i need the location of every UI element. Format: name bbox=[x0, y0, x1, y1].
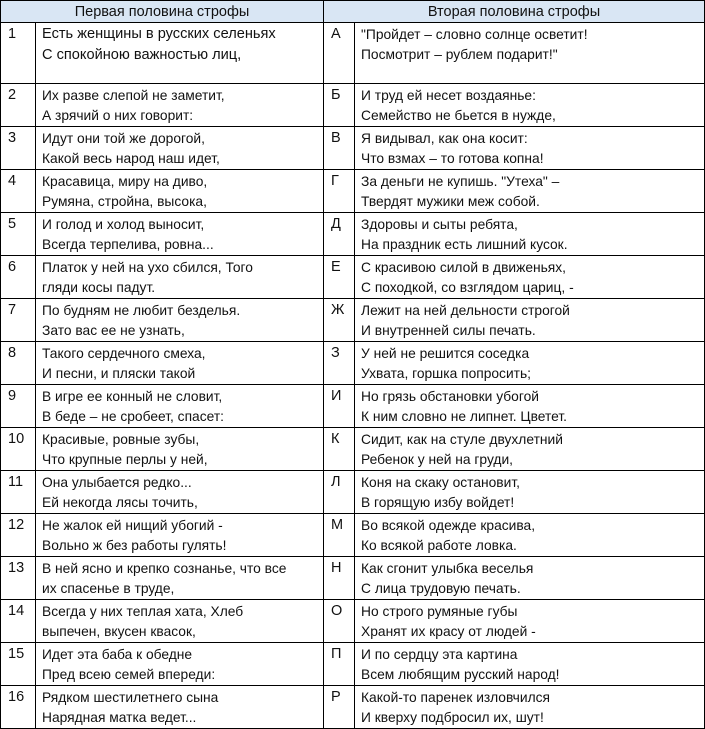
second-half-text: Коня на скаку остановит, В горящую избу войдет! bbox=[355, 471, 705, 514]
row-letter: Б bbox=[324, 84, 355, 127]
table-row bbox=[1, 342, 705, 385]
table-row bbox=[1, 170, 705, 213]
table-row bbox=[1, 299, 705, 342]
row-number: 5 bbox=[1, 213, 36, 256]
row-letter: К bbox=[324, 428, 355, 471]
table-row bbox=[1, 213, 705, 256]
table-row bbox=[1, 385, 705, 428]
row-number: 13 bbox=[1, 557, 36, 600]
table-row bbox=[1, 471, 705, 514]
first-half-text: Не жалок ей нищий убогий - Вольно ж без работы гулять! bbox=[36, 514, 324, 557]
row-letter: П bbox=[324, 643, 355, 686]
row-letter: Г bbox=[324, 170, 355, 213]
first-half-text: И голод и холод выносит, Всегда терпелива, ровна... bbox=[36, 213, 324, 256]
table-row bbox=[1, 600, 705, 643]
row-letter: В bbox=[324, 127, 355, 170]
table-row bbox=[1, 84, 705, 127]
second-half-text: Лежит на ней дельности строгой И внутренней силы печать. bbox=[355, 299, 705, 342]
second-half-text: Какой-то паренек изловчился И кверху подбросил их, шут! bbox=[355, 686, 705, 729]
table-row bbox=[1, 127, 705, 170]
row-number: 2 bbox=[1, 84, 36, 127]
first-half-text: Красивые, ровные зубы, Что крупные перлы у ней, bbox=[36, 428, 324, 471]
second-half-text: Как сгонит улыбка веселья С лица трудовую печать. bbox=[355, 557, 705, 600]
row-number: 7 bbox=[1, 299, 36, 342]
first-half-text: Идут они той же дорогой, Какой весь народ наш идет, bbox=[36, 127, 324, 170]
row-letter: З bbox=[324, 342, 355, 385]
row-letter: А bbox=[324, 23, 355, 84]
header-row bbox=[1, 1, 705, 23]
row-number: 9 bbox=[1, 385, 36, 428]
first-half-text: Платок у ней на ухо сбился, Того гляди косы падут. bbox=[36, 256, 324, 299]
row-letter: М bbox=[324, 514, 355, 557]
first-half-text: Идет эта баба к обедне Пред всею семей впереди: bbox=[36, 643, 324, 686]
table-row bbox=[1, 23, 705, 84]
table-row bbox=[1, 557, 705, 600]
header-first-half: Первая половина строфы bbox=[1, 1, 324, 23]
first-half-text: Рядком шестилетнего сына Нарядная матка ведет... bbox=[36, 686, 324, 729]
first-half-text: Она улыбается редко... Ей некогда лясы точить, bbox=[36, 471, 324, 514]
row-letter: Е bbox=[324, 256, 355, 299]
header-second-half: Вторая половина строфы bbox=[324, 1, 705, 23]
table-row bbox=[1, 643, 705, 686]
first-half-text: По будням не любит безделья. Зато вас ее не узнать, bbox=[36, 299, 324, 342]
row-letter: И bbox=[324, 385, 355, 428]
second-half-text: Здоровы и сыты ребята, На праздник есть лишний кусок. bbox=[355, 213, 705, 256]
table-row bbox=[1, 428, 705, 471]
second-half-text: Сидит, как на стуле двухлетний Ребенок у ней на груди, bbox=[355, 428, 705, 471]
row-letter: Р bbox=[324, 686, 355, 729]
second-half-text: И труд ей несет воздаянье: Семейство не бьется в нужде, bbox=[355, 84, 705, 127]
second-half-text: Но грязь обстановки убогой К ним словно не липнет. Цветет. bbox=[355, 385, 705, 428]
second-half-text: Но строго румяные губы Хранят их красу от людей - bbox=[355, 600, 705, 643]
first-half-text: Их разве слепой не заметит, А зрячий о них говорит: bbox=[36, 84, 324, 127]
table-row bbox=[1, 514, 705, 557]
first-half-text: Есть женщины в русских селеньях С спокойною важностью лиц, bbox=[36, 23, 324, 84]
row-number: 3 bbox=[1, 127, 36, 170]
first-half-text: Такого сердечного смеха, И песни, и пляски такой bbox=[36, 342, 324, 385]
row-letter: Л bbox=[324, 471, 355, 514]
second-half-text: За деньги не купишь. "Утеха" – Твердят мужики меж собой. bbox=[355, 170, 705, 213]
row-number: 1 bbox=[1, 23, 36, 84]
first-half-text: В ней ясно и крепко сознанье, что все их спасенье в труде, bbox=[36, 557, 324, 600]
row-number: 16 bbox=[1, 686, 36, 729]
row-number: 4 bbox=[1, 170, 36, 213]
row-number: 10 bbox=[1, 428, 36, 471]
second-half-text: У ней не решится соседка Ухвата, горшка попросить; bbox=[355, 342, 705, 385]
row-letter: О bbox=[324, 600, 355, 643]
first-half-text: Красавица, миру на диво, Румяна, стройна, высока, bbox=[36, 170, 324, 213]
table-body bbox=[1, 23, 705, 729]
row-number: 6 bbox=[1, 256, 36, 299]
table-row bbox=[1, 256, 705, 299]
row-number: 8 bbox=[1, 342, 36, 385]
row-number: 15 bbox=[1, 643, 36, 686]
row-number: 11 bbox=[1, 471, 36, 514]
first-half-text: Всегда у них теплая хата, Хлеб выпечен, вкусен квасок, bbox=[36, 600, 324, 643]
second-half-text: Я видывал, как она косит: Что взмах – то готова копна! bbox=[355, 127, 705, 170]
table-row bbox=[1, 686, 705, 729]
row-letter: Д bbox=[324, 213, 355, 256]
row-number: 14 bbox=[1, 600, 36, 643]
first-half-text: В игре ее конный не словит, В беде – не сробеет, спасет: bbox=[36, 385, 324, 428]
second-half-text: "Пройдет – словно солнце осветит! Посмотрит – рублем подарит!" bbox=[355, 23, 705, 84]
second-half-text: Во всякой одежде красива, Ко всякой работе ловка. bbox=[355, 514, 705, 557]
row-letter: Н bbox=[324, 557, 355, 600]
row-letter: Ж bbox=[324, 299, 355, 342]
second-half-text: И по сердцу эта картина Всем любящим русский народ! bbox=[355, 643, 705, 686]
second-half-text: С красивою силой в движеньях, С походкой, со взглядом цариц, - bbox=[355, 256, 705, 299]
row-number: 12 bbox=[1, 514, 36, 557]
